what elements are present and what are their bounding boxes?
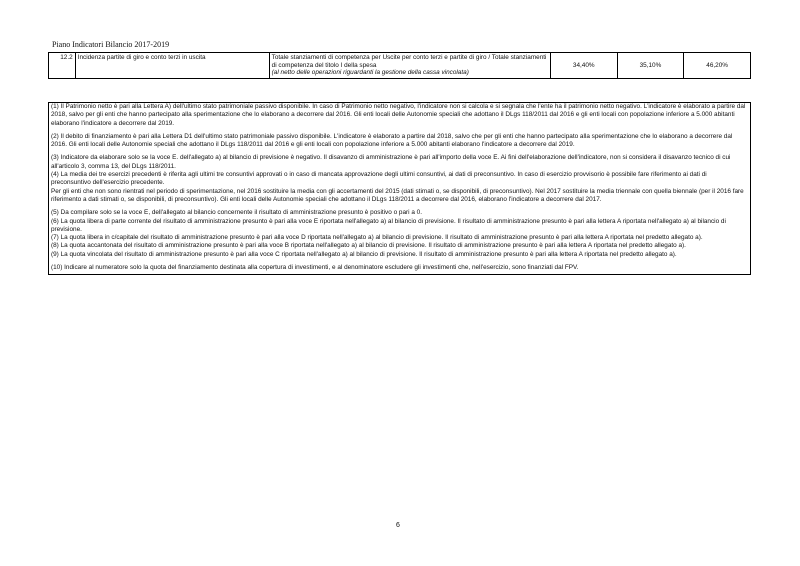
note-1: (1) Il Patrimonio netto è pari alla Lettera A) dell'ultimo stato patrimoniale passivo disponibile. In caso di Patrimonio netto negativo, l'indicatore non si calcola e si segnala che l'ente ha il patrimonio netto negativo. L'indicatore è elaborato a partire dal 2018, salvo per gli enti che hanno partecipato alla sperimentazione che lo elaborano a decorrere dal 2016. Gli enti locali delle Autonomie speciali che adottano il DLgs 118/2011 dal 2016 e gli enti locali con popolazione inferiore a 5.000 abitanti elaborano l'indicatore a decorrere dal 2019. <box>51 103 746 127</box>
indicator-number: 12.2 <box>49 53 76 79</box>
formula-note: (al netto delle operazioni riguardanti la gestione della cassa vincolata) <box>271 69 469 77</box>
note-4: (4) La media dei tre esercizi precedenti è riferita agli ultimi tre consuntivi approvati o in caso di mancata approvazione degli ultimi consuntivi, ai dati di preconsuntivo. In caso di esercizio provvisorio è possibile fare riferimento ai dati di preconsuntivo dell'esercizio precedente. <box>51 171 707 187</box>
formula-main: Totale stanziamenti di competenza per Uscite per conto terzi e partite di giro / Totale stanziamenti di competenza del titolo I della spesa <box>271 54 547 69</box>
page-number: 6 <box>396 522 400 529</box>
note-4-continued: Per gli enti che non sono rientrati nel periodo di sperimentazione, nel 2016 sostituire la media con gli accertamenti del 2015 (dati stimati o, se disponibili, di preconsuntivo). Nel 2017 sostituire la media triennale con quella biennale (per il 2016 fare riferimento a dati stimati o, se disponibili, di preconsuntivo). Gli enti locali delle Autonomie speciali che adottano il DLgs 118/2011 a decorrere dal 2016, elaborano l'indicatore a decorrere dal 2017. <box>51 187 744 203</box>
table-row <box>49 53 751 79</box>
note-6: (6) La quota libera di parte corrente del risultato di amministrazione presunto è pari alla voce E riportata nell'allegato a) al bilancio di previsione. Il risultato di amministrazione presunto è pari alla lettera A riportata nell'allegato a) al bilancio di previsione. <box>51 217 726 233</box>
value-year-2: 35,10% <box>617 53 684 79</box>
note-8: (8) La quota accantonata del risultato di amministrazione presunto è pari alla voce B riportata nell'allegato a) al bilancio di previsione. Il risultato di amministrazione presunto è pari alla lettera A riportata nel predetto allegato a). <box>51 242 686 250</box>
indicator-table <box>48 52 751 79</box>
note-9: (9) La quota vincolata del risultato di amministrazione presunto è pari alla voce C riportata nell'allegato a) al bilancio di previsione. Il risultato di amministrazione presunto è pari alla lettera A riportata nel predetto allegato a). <box>51 250 677 258</box>
note-7: (7) La quota libera in c/capitale del risultato di amministrazione presunto è pari alla voce D riportata nell'allegato a) al bilancio di previsione. Il risultato di amministrazione presunto è pari alla lettera A riportata nel predetto allegato a). <box>51 234 703 242</box>
note-5: (5) Da compilare solo se la voce E, dell'allegato al bilancio concernente il risultato di amministrazione presunto è positivo o pari a 0. <box>51 209 423 217</box>
indicator-name: Incidenza partite di giro e conto terzi in uscita <box>75 53 269 79</box>
value-year-1: 34,40% <box>550 53 617 79</box>
indicator-formula <box>269 53 550 79</box>
page-header: Piano Indicatori Bilancio 2017-2019 <box>52 40 170 49</box>
notes-section <box>48 102 751 275</box>
note-3: (3) Indicatore da elaborare solo se la voce E. dell'allegato a) al bilancio di previsione è negativo. Il disavanzo di amministrazione è pari all'importo della voce E. Ai fini dell'elaborazione dell'indicatore, non si considera il disavanzo tecnico di cui all'articolo 3, comma 13, del DLgs 118/2011. <box>51 154 731 170</box>
note-10: (10) Indicare al numeratore solo la quota del finanziamento destinata alla copertura di investimenti, e al denominatore escludere gli investimenti che, nell'esercizio, sono finanziati dal FPV. <box>51 264 579 272</box>
note-2: (2) Il debito di finanziamento è pari alla Lettera D1 dell'ultimo stato patrimoniale passivo disponibile. L'indicatore è elaborato a partire dal 2018, salvo che per gli enti che hanno partecipato alla sperimentazione che lo elaborano a decorrere dal 2016. Gli enti locali delle Autonomie speciali che adottano il DLgs 118/2011 dal 2016 e gli enti locali con popolazione inferiore a 5.000 abitanti elaborano l'indicatore a decorrere dal 2019. <box>51 132 733 149</box>
value-year-3: 46,20% <box>684 53 751 79</box>
